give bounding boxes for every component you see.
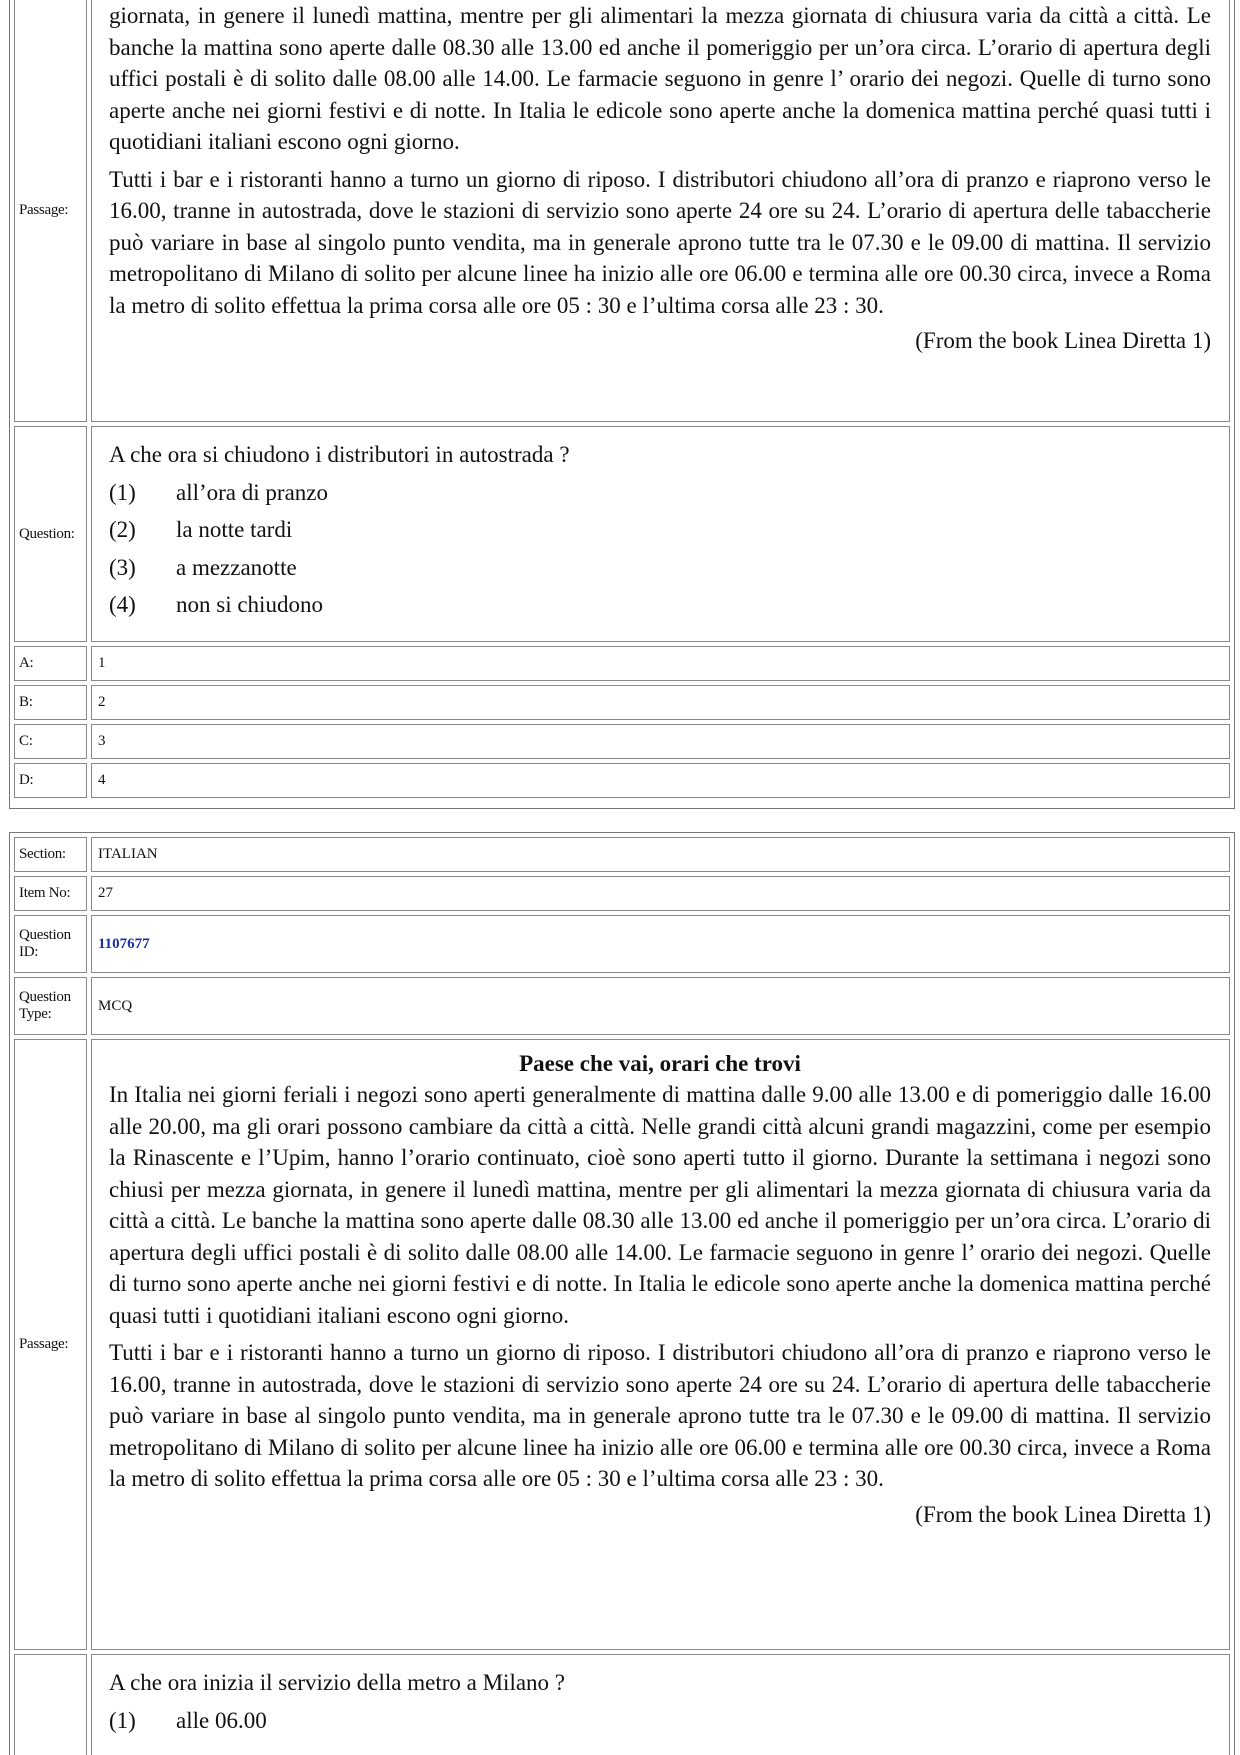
answer-row-c bbox=[14, 724, 1230, 759]
question-text: A che ora inizia il servizio della metro a Milano ? bbox=[109, 1670, 566, 1695]
answer-value-a: 1 bbox=[91, 646, 1230, 681]
passage-label: Passage: bbox=[14, 0, 87, 422]
passage-source: (From the book Linea Diretta 1) bbox=[915, 1501, 1211, 1527]
option-2: (2) la notte tardi bbox=[109, 517, 293, 542]
question-content bbox=[91, 426, 1230, 642]
item-no-value: 27 bbox=[91, 876, 1230, 911]
question-content bbox=[91, 1654, 1230, 1755]
answer-value-c: 3 bbox=[91, 724, 1230, 759]
answer-row-b bbox=[14, 685, 1230, 720]
item-no-label: Item No: bbox=[14, 876, 87, 911]
question-label bbox=[14, 1654, 87, 1755]
question-row bbox=[14, 426, 1230, 642]
passage-paragraph-2: Tutti i bar e i ristoranti hanno a turno un giorno di riposo. I distributori chiudono all’ora di pranzo e riaprono verso le 16.00, tranne in autostrada, dove le stazioni di servizio sono aperte 24 ore su 24. L’orario di apertura delle tabaccherie può variare in base al singolo punto vendita, ma in generale aprono tutte tra le 07.30 e le 09.00 di mattina. Il servizio metropolitano di Milano di solito per alcune linee ha inizio alle ore 06.00 e termina alle ore 00.30 circa, invece a Roma la metro di solito effettua la prima corsa alle ore 05 : 30 e l’ultima corsa alle 23 : 30. bbox=[109, 166, 1211, 318]
answer-row-a bbox=[14, 646, 1230, 681]
question-type-value: MCQ bbox=[91, 977, 1230, 1035]
passage-paragraph-1: giornata, in genere il lunedì mattina, mentre per gli alimentari la mezza giornata di chiusura varia da città a città. Le banche la mattina sono aperte dalle 08.30 alle 13.00 ed anche il pomeriggio per un’ora circa. L’orario di apertura degli uffici postali è di solito dalle 08.00 alle 14.00. Le farmacie seguono in genre l’ orario dei negozi. Quelle di turno sono aperte anche nei giorni festivi e di notte. In Italia le edicole sono aperte anche la domenica mattina perché quasi tutti i quotidiani italiani escono ogni giorno. bbox=[109, 3, 1211, 154]
question-type-row bbox=[14, 977, 1230, 1035]
question-table-item-27 bbox=[9, 832, 1235, 1755]
question-id-label: Question ID: bbox=[14, 915, 87, 973]
option-3: (3) a mezzanotte bbox=[109, 554, 297, 580]
answer-value-b: 2 bbox=[91, 685, 1230, 720]
answer-label-a: A: bbox=[14, 646, 87, 681]
passage-content bbox=[91, 1039, 1230, 1650]
section-row bbox=[14, 837, 1230, 872]
passage-paragraph-1: In Italia nei giorni feriali i negozi sono aperti generalmente di mattina dalle 9.00 alle 13.00 e di pomeriggio dalle 16.00 alle 20.00, ma gli orari possono cambiare da città a città. Nelle grandi città alcuni grandi magazzini, come per esempio la Rinascente e l’Upim, hanno l’orario continuato, cioè sono aperti tutto il giorno. Durante la settimana i negozi sono chiusi per mezza giornata, in genere il lunedì mattina, mentre per gli alimentari la mezza giornata di chiusura varia da città a città. Le banche la mattina sono aperte dalle 08.30 alle 13.00 ed anche il pomeriggio per un’ora circa. L’orario di apertura degli uffici postali è di solito dalle 08.00 alle 14.00. Le farmacie seguono in genre l’ orario dei negozi. Quelle di turno sono aperte anche nei giorni festivi e di notte. In Italia le edicole sono aperte anche la domenica mattina perché quasi tutti i quotidiani italiani escono ogni giorno. bbox=[109, 1082, 1211, 1328]
passage-title: Paese che vai, orari che trovi bbox=[519, 1051, 801, 1076]
question-id-row bbox=[14, 915, 1230, 973]
option-1: (1) all’ora di pranzo bbox=[109, 479, 328, 505]
answer-label-c: C: bbox=[14, 724, 87, 759]
passage-row bbox=[14, 0, 1230, 422]
item-no-row bbox=[14, 876, 1230, 911]
passage-label: Passage: bbox=[14, 1039, 87, 1650]
passage-paragraph-2: Tutti i bar e i ristoranti hanno a turno un giorno di riposo. I distributori chiudono all’ora di pranzo e riaprono verso le 16.00, tranne in autostrada, dove le stazioni di servizio sono aperte 24 ore su 24. L’orario di apertura delle tabaccherie può variare in base al singolo punto vendita, ma in generale aprono tutte tra le 07.30 e le 09.00 di mattina. Il servizio metropolitano di Milano di solito per alcune linee ha inizio alle ore 06.00 e termina alle ore 00.30 circa, invece a Roma la metro di solito effettua la prima corsa alle ore 05 : 30 e l’ultima corsa alle 23 : 30. bbox=[109, 1340, 1211, 1491]
passage-content bbox=[91, 0, 1230, 422]
passage-source: (From the book Linea Diretta 1) bbox=[915, 328, 1211, 353]
option-1: (1) alle 06.00 bbox=[109, 1707, 267, 1733]
passage-row bbox=[14, 1039, 1230, 1650]
question-type-label: Question Type: bbox=[14, 977, 87, 1035]
question-row bbox=[14, 1654, 1230, 1755]
answer-label-d: D: bbox=[14, 763, 87, 798]
answer-label-b: B: bbox=[14, 685, 87, 720]
option-4: (4) non si chiudono bbox=[109, 592, 323, 617]
question-table-item-26 bbox=[9, 0, 1235, 809]
question-label: Question: bbox=[14, 426, 87, 642]
answer-row-d bbox=[14, 763, 1230, 798]
section-value: ITALIAN bbox=[91, 837, 1230, 872]
answer-value-d: 4 bbox=[91, 763, 1230, 798]
question-text: A che ora si chiudono i distributori in autostrada ? bbox=[109, 442, 570, 467]
question-id-value: 1107677 bbox=[91, 915, 1230, 973]
section-label: Section: bbox=[14, 837, 87, 872]
